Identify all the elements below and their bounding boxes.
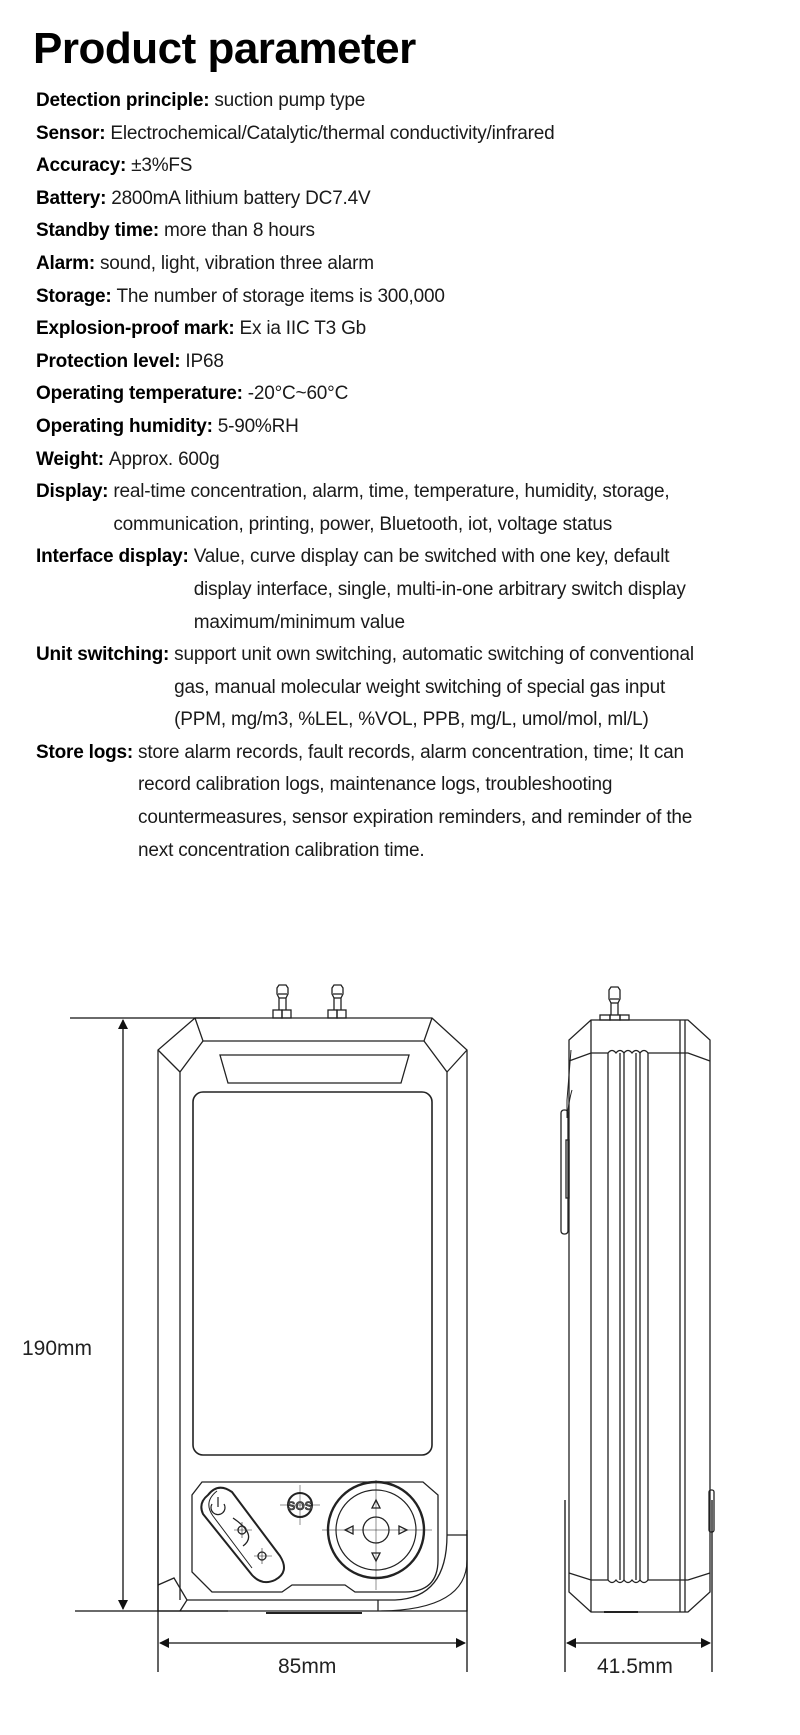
param-key: Explosion-proof mark: xyxy=(36,318,235,340)
param-value: Approx. 600g xyxy=(108,448,220,470)
param-value: 2800mA lithium battery DC7.4V xyxy=(111,187,371,209)
param-key: Detection principle: xyxy=(36,90,210,111)
param-value: Electrochemical/Catalytic/thermal conductivity/infrared xyxy=(110,122,555,144)
param-value: suction pump type xyxy=(214,90,366,111)
param-value: sound, light, vibration three alarm xyxy=(99,252,374,274)
svg-text:SOS: SOS xyxy=(287,1499,313,1513)
param-key: Display: xyxy=(36,481,109,503)
param-key: Battery: xyxy=(36,187,107,209)
param-key: Operating temperature: xyxy=(36,383,243,405)
page-title: Product parameter xyxy=(33,24,416,73)
height-dimension-label: 190mm xyxy=(22,1337,93,1360)
param-key: Accuracy: xyxy=(36,155,127,177)
width-dimension-label: 85mm xyxy=(278,1655,337,1678)
param-value: 5-90%RH xyxy=(217,415,299,437)
param-value: more than 8 hours xyxy=(164,220,315,242)
speaker-grille xyxy=(220,1055,409,1083)
param-key: Operating humidity: xyxy=(36,415,213,437)
power-icon xyxy=(211,1497,225,1515)
depth-dimension-label: 41.5mm xyxy=(597,1655,673,1678)
param-key: Protection level: xyxy=(36,350,181,372)
param-key: Weight: xyxy=(36,448,104,470)
param-value: support unit own switching, automatic switching of conventional gas, manual molecular weight switching of special gas input (PPM, mg/m3, %LEL, %VOL, PPB, mg/L, umol/mol, ml/L) xyxy=(174,644,694,731)
sos-button xyxy=(280,1485,320,1525)
param-key: Storage: xyxy=(36,285,112,307)
param-value: The number of storage items is 300,000 xyxy=(116,285,445,307)
param-value: -20°C~60°C xyxy=(247,383,349,405)
power-button xyxy=(201,1488,284,1582)
side-nozzle-icon xyxy=(600,987,629,1020)
param-value: Ex ia IIC T3 Gb xyxy=(239,318,367,340)
gas-outlet-nozzle-icon xyxy=(328,985,346,1018)
param-key: Standby time: xyxy=(36,220,160,242)
param-value: IP68 xyxy=(185,350,224,372)
dimension-lines xyxy=(70,1018,712,1672)
front-view xyxy=(158,985,467,1613)
side-view xyxy=(561,987,714,1612)
param-value: ±3%FS xyxy=(131,155,193,177)
param-key: Interface display: xyxy=(36,546,189,568)
param-value: store alarm records, fault records, alarm concentration, time; It can record calibration logs, maintenance logs, troubleshooting countermeasures, sensor expiration reminders, and reminder of the next concentration calibration time. xyxy=(138,741,693,861)
param-key: Unit switching: xyxy=(36,644,170,666)
navigation-dpad xyxy=(322,1480,432,1590)
param-value: Value, curve display can be switched with one key, default display interface, single, multi-in-one arbitrary switch display maximum/minimum value xyxy=(193,546,686,633)
gas-inlet-nozzle-icon xyxy=(273,985,291,1018)
param-key: Store logs: xyxy=(36,741,134,763)
side-button xyxy=(561,1110,568,1234)
param-key: Sensor: xyxy=(36,122,106,144)
param-key: Alarm: xyxy=(36,252,95,274)
display-screen xyxy=(193,1092,432,1455)
param-value: real-time concentration, alarm, time, temperature, humidity, storage, communication, printing, power, Bluetooth, iot, voltage status xyxy=(113,481,670,535)
